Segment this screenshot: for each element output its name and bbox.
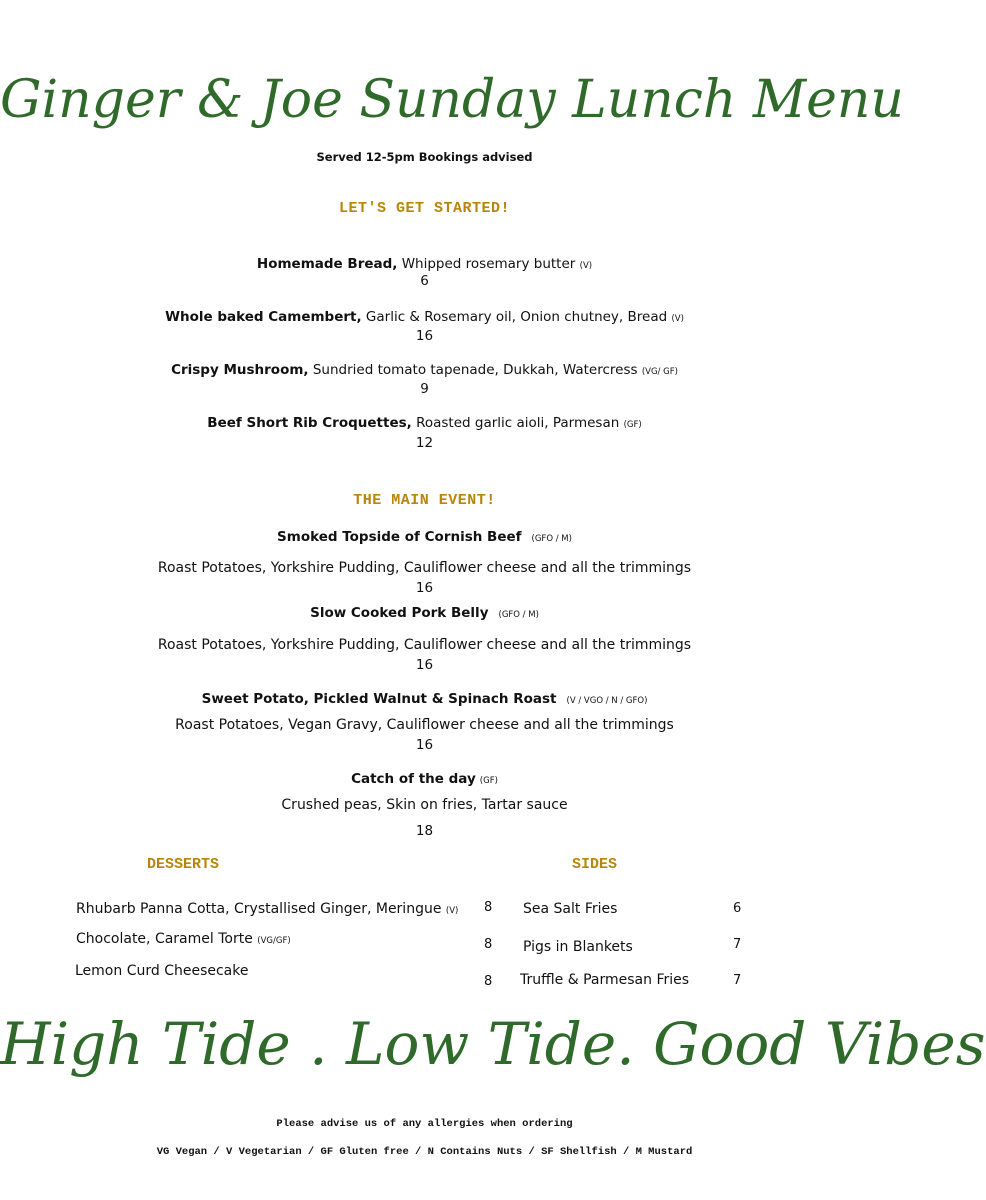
item-name: Slow Cooked Pork Belly <box>310 605 489 621</box>
item-name: Catch of the day <box>351 771 476 787</box>
item-price: 9 <box>420 381 429 397</box>
item-name: Pigs in Blankets <box>523 939 633 955</box>
item-price: 16 <box>415 580 434 596</box>
sides-heading: SIDES <box>572 856 618 873</box>
dietary-tag: (VG/GF) <box>257 936 291 946</box>
starter-item <box>0 414 849 435</box>
item-name: Sea Salt Fries <box>523 901 618 917</box>
item-name: Whole baked Camembert, <box>165 309 362 325</box>
dietary-tag: (GF) <box>479 776 498 786</box>
main-item-desc: Roast Potatoes, Vegan Gravy, Cauliflower cheese and all the trimmings <box>175 717 674 733</box>
item-name: Lemon Curd Cheesecake <box>75 963 249 979</box>
main-item-desc: Roast Potatoes, Yorkshire Pudding, Cauliflower cheese and all the trimmings <box>157 637 692 653</box>
item-name: Beef Short Rib Croquettes, <box>207 415 412 431</box>
dessert-item <box>76 901 458 917</box>
dietary-tag: (VG/ GF) <box>641 367 678 377</box>
item-price: 8 <box>484 900 493 915</box>
dietary-tag: (V) <box>579 261 593 271</box>
main-item-name <box>0 529 849 545</box>
item-price: 6 <box>733 901 742 916</box>
dietary-tag: (GFO / M) <box>498 610 539 620</box>
starter-item <box>0 308 849 329</box>
main-item-desc: Crushed peas, Skin on fries, Tartar sauce <box>281 797 568 813</box>
item-price: 16 <box>415 737 434 753</box>
menu-title: Ginger & Joe Sunday Lunch Menu <box>0 70 904 130</box>
item-name: Rhubarb Panna Cotta, Crystallised Ginger, Meringue <box>76 901 446 917</box>
dessert-item <box>75 963 248 979</box>
item-name: Homemade Bread, <box>256 256 398 272</box>
dietary-tag: (V) <box>671 314 684 324</box>
starters-heading: LET'S GET STARTED! <box>338 200 511 217</box>
dessert-item <box>76 931 291 947</box>
item-desc: Sundried tomato tapenade, Dukkah, Watercress <box>308 362 642 378</box>
side-item <box>520 972 689 988</box>
menu-subtitle: Served 12-5pm Bookings advised <box>316 150 533 164</box>
item-name: Crispy Mushroom, <box>171 362 309 378</box>
item-price: 8 <box>484 974 493 989</box>
item-name: Chocolate, Caramel Torte <box>76 931 258 947</box>
dietary-tag: (GFO / M) <box>531 534 572 544</box>
starter-item <box>0 361 849 382</box>
item-price: 6 <box>420 273 429 289</box>
item-name: Smoked Topside of Cornish Beef <box>277 529 522 545</box>
main-item-name <box>0 691 849 707</box>
item-price: 18 <box>415 823 434 839</box>
side-item <box>523 939 633 955</box>
dietary-tag: (GF) <box>623 420 642 430</box>
desserts-heading: DESSERTS <box>147 856 220 873</box>
item-name: Truffle & Parmesan Fries <box>520 972 690 988</box>
item-price: 7 <box>733 973 742 988</box>
tagline: High Tide . Low Tide. Good Vibes <box>0 1010 986 1078</box>
main-item-desc: Roast Potatoes, Yorkshire Pudding, Cauliflower cheese and all the trimmings <box>157 560 692 576</box>
main-item-name <box>0 771 849 787</box>
item-price: 16 <box>415 657 434 673</box>
item-price: 16 <box>415 328 434 344</box>
item-desc: Roasted garlic aioli, Parmesan <box>411 415 624 431</box>
item-price: 12 <box>415 435 434 451</box>
item-name: Sweet Potato, Pickled Walnut & Spinach Roast <box>201 691 557 707</box>
item-price: 7 <box>733 937 742 952</box>
item-desc: Whipped rosemary butter <box>397 256 580 272</box>
mains-heading: THE MAIN EVENT! <box>353 492 496 509</box>
dietary-legend: VG Vegan / V Vegetarian / GF Gluten free / N Contains Nuts / SF Shellfish / M Mustard <box>156 1146 693 1158</box>
item-desc: Garlic & Rosemary oil, Onion chutney, Bread <box>361 309 672 325</box>
side-item <box>523 901 617 917</box>
main-item-name <box>0 605 849 621</box>
dietary-tag: (V / VGO / N / GFO) <box>566 696 648 706</box>
allergy-note: Please advise us of any allergies when ordering <box>276 1118 573 1130</box>
item-price: 8 <box>484 937 493 952</box>
dietary-tag: (V) <box>445 906 459 916</box>
